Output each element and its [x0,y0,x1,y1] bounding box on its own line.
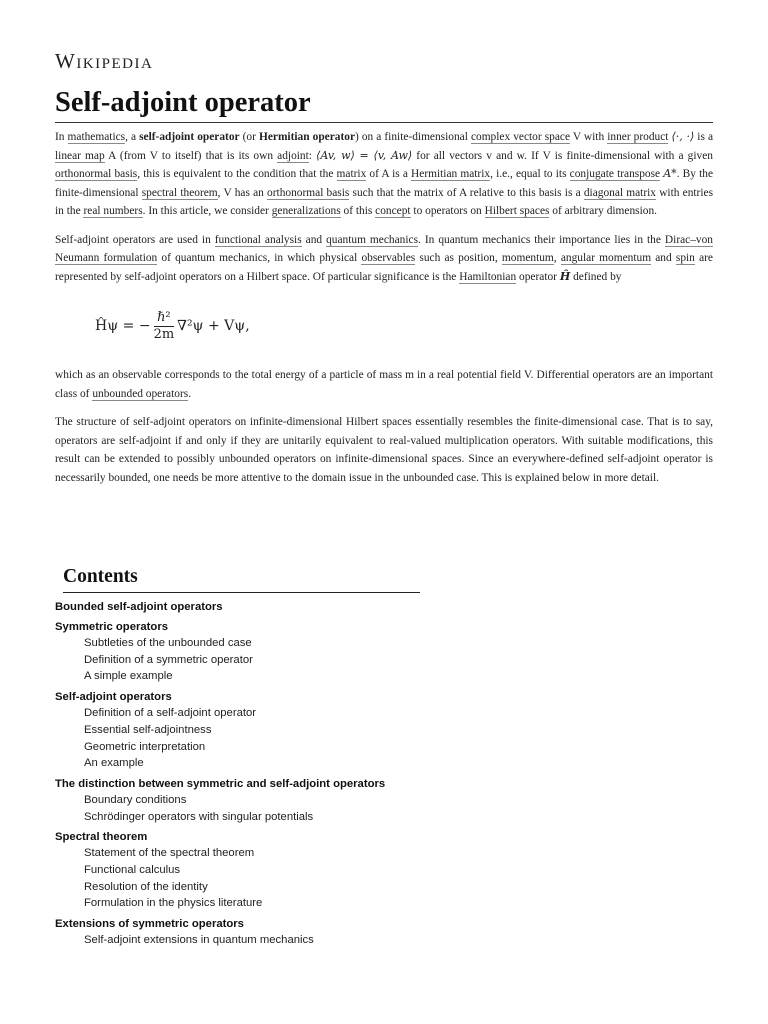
toc-subsection[interactable]: Self-adjoint extensions in quantum mechanics [84,934,314,947]
link-unbounded-operators[interactable]: unbounded operators [92,387,189,400]
toc-subsection[interactable]: Functional calculus [84,864,181,877]
link-conjugate-transpose[interactable]: conjugate transpose [569,168,661,180]
toc-section[interactable]: Spectral theorem [55,831,148,844]
link-diagonal-matrix[interactable]: diagonal matrix [583,186,656,199]
link-spin[interactable]: spin [675,252,695,264]
toc-section[interactable]: Extensions of symmetric operators [55,918,244,931]
formula-numerator: ℏ² [154,310,174,327]
table-of-contents [55,566,420,949]
toc-subsection[interactable]: Statement of the spectral theorem [84,847,255,860]
paragraph-energy: which as an observable corresponds to the total energy of a particle of mass m in a real potential field V. Differential operators are an important class of unbounded operators. [55,369,713,400]
article-body [55,128,713,497]
link-spectral-theorem[interactable]: spectral theorem [141,186,218,199]
toc-section[interactable]: Self-adjoint operators [55,691,172,704]
link-real-numbers[interactable]: real numbers [83,205,143,217]
toc-subsection[interactable]: An example [84,757,144,770]
paragraph-structure: The structure of self-adjoint operators on infinite-dimensional Hilbert spaces essentially resembles the finite-dimensional case. That is to say, operators are self-adjoint if and only if they are unitarily equivalent to real-valued multiplication operators. With suitable modifications, this result can be extended to possibly unbounded operators on infinite-dimensional spaces. Since an everywhere-defined self-adjoint operator is necessarily bounded, one needs be more attentive to the domain issue in the unbounded case. This is explained below in more detail. [55,416,713,484]
formula-rhs: ∇²ψ + Vψ, [177,317,250,334]
toc-subsection[interactable]: Boundary conditions [84,793,187,806]
toc-subsection[interactable]: Essential self-adjointness [84,723,212,736]
link-hermitian-matrix[interactable]: Hermitian matrix [411,168,491,180]
toc-subsection[interactable]: Formulation in the physics literature [84,897,263,910]
link-dirac-von-neumann[interactable]: Dirac–von Neumann formulation [55,233,713,264]
link-inner-product[interactable]: inner product [607,131,669,143]
wikipedia-wordmark: Wikipedia [55,49,154,73]
link-adjoint[interactable]: adjoint [277,149,309,162]
toc-list [55,599,420,949]
schrodinger-formula [95,300,713,352]
link-mathematics[interactable]: mathematics [67,131,126,143]
toc-section[interactable]: Bounded self-adjoint operators [55,601,223,613]
formula-fraction [154,310,175,343]
page-title: Self-adjoint operator [55,86,713,123]
link-complex-vector-space[interactable]: complex vector space [470,131,570,143]
paragraph-intro: In mathematics, a self-adjoint operator (or Hermitian operator) on a finite-dimensional complex vector space V with inner product ⟨·, ·⟩ is a linear map A (from V to itself) that is its own adjoint: ⟨Av, w⟩ = ⟨v, Aw⟩ for all vectors v and w. If V is finite-dimensional with a given orthonormal basis, this is equivalent to the condition that the matrix of A is a Hermitian matrix, i.e., equal to its conjugate transpose A*. By the finite-dimensional spectral theorem, V has an orthonormal basis such that the matrix of A relative to this basis is a diagonal matrix with entries in the real numbers. In this article, we consider generalizations of this concept to operators on Hilbert spaces of arbitrary dimension. [55,130,714,217]
link-generalizations[interactable]: generalizations [271,205,341,217]
math-inner-product: ⟨·, ·⟩ [671,130,695,143]
link-functional-analysis[interactable]: functional analysis [214,233,302,246]
link-angular-momentum[interactable]: angular momentum [560,252,652,264]
paragraph-applications: Self-adjoint operators are used in functional analysis and quantum mechanics. In quantum mechanics their importance lies in the Dirac–von Neumann formulation of quantum mechanics, in which physical observables such as position, momentum, angular momentum and spin are represented by self-adjoint operators on a Hilbert space. Of particular significance is the Hamiltonian operator Ĥ defined by [55,233,713,283]
link-orthonormal-basis-2[interactable]: orthonormal basis [267,186,350,199]
toc-subsection[interactable]: Schrödinger operators with singular potentials [84,810,314,823]
link-quantum-mechanics[interactable]: quantum mechanics [326,233,419,246]
math-a-star: A* [663,167,677,180]
toc-subsection[interactable]: Subtleties of the unbounded case [84,637,252,649]
math-adjoint-condition: ⟨Av, w⟩ = ⟨v, Aw⟩ [316,148,413,162]
toc-subsection[interactable]: A simple example [84,670,173,683]
link-hamiltonian[interactable]: Hamiltonian [459,270,517,283]
link-orthonormal-basis[interactable]: orthonormal basis [55,168,138,180]
link-matrix[interactable]: matrix [336,168,367,180]
link-hilbert-spaces[interactable]: Hilbert spaces [484,205,550,217]
toc-subsection[interactable]: Definition of a self-adjoint operator [84,707,257,720]
toc-section[interactable]: The distinction between symmetric and self-adjoint operators [55,777,386,790]
formula-lhs: Ĥψ = − [95,317,151,334]
toc-subsection[interactable]: Resolution of the identity [84,880,208,893]
link-momentum[interactable]: momentum [501,252,554,264]
math-hamiltonian-symbol: Ĥ [559,269,571,283]
toc-title: Contents [63,566,420,593]
link-concept[interactable]: concept [375,205,411,217]
toc-subsection[interactable]: Geometric interpretation [84,740,206,753]
formula-denominator: 2m [153,326,175,342]
toc-section[interactable]: Symmetric operators [55,621,169,633]
toc-subsection[interactable]: Definition of a symmetric operator [84,653,253,666]
link-observables[interactable]: observables [361,252,416,264]
link-linear-map[interactable]: linear map [55,149,105,162]
